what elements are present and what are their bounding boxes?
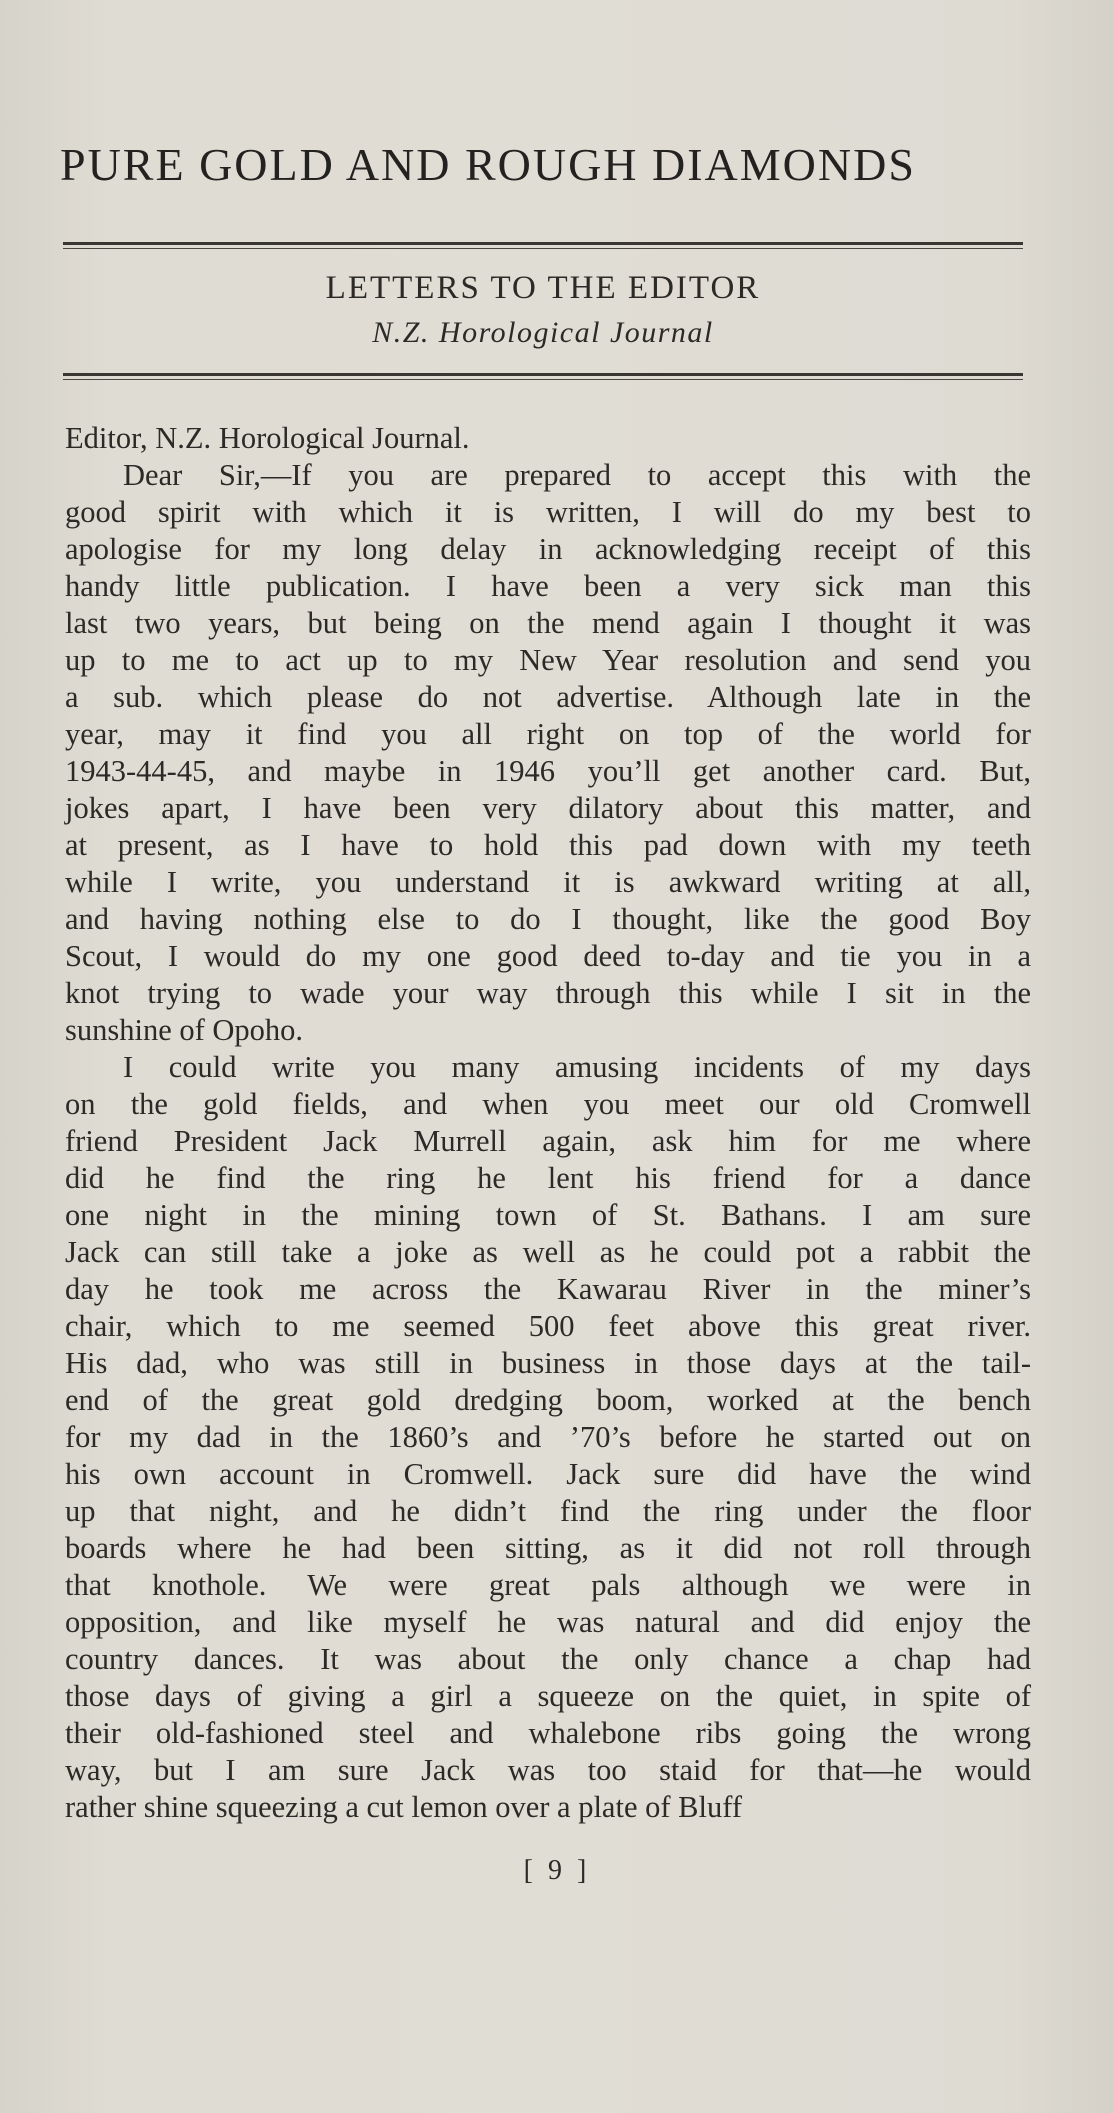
text-line: His dad, who was still in business in those days at the tail- xyxy=(65,1346,1031,1380)
text-line: one night in the mining town of St. Bathans. I am sure xyxy=(65,1198,1031,1232)
text-line: I could write you many amusing incidents of my days xyxy=(123,1050,1031,1084)
text-line: country dances. It was about the only chance a chap had xyxy=(65,1642,1031,1676)
text-line: knot trying to wade your way through this while I sit in the xyxy=(65,976,1031,1010)
text-line: sunshine of Opoho. xyxy=(65,1013,304,1047)
text-line: year, may it find you all right on top of the world for xyxy=(65,717,1031,751)
text-line: while I write, you understand it is awkward writing at all, xyxy=(65,865,1031,899)
paragraph-2 xyxy=(65,1049,1031,1826)
text-line: chair, which to me seemed 500 feet above this great river. xyxy=(65,1309,1031,1343)
text-line: day he took me across the Kawarau River in the miner’s xyxy=(65,1272,1031,1306)
text-line: those days of giving a girl a squeeze on the quiet, in spite of xyxy=(65,1679,1031,1713)
text-line: his own account in Cromwell. Jack sure did have the wind xyxy=(65,1457,1031,1491)
text-line: Scout, I would do my one good deed to-day and tie you in a xyxy=(65,939,1031,973)
text-line: Jack can still take a joke as well as he could pot a rabbit the xyxy=(65,1235,1031,1269)
text-line: jokes apart, I have been very dilatory about this matter, and xyxy=(65,791,1031,825)
text-line: up that night, and he didn’t find the ring under the floor xyxy=(65,1494,1031,1528)
text-line: on the gold fields, and when you meet our old Cromwell xyxy=(65,1087,1031,1121)
running-head: PURE GOLD AND ROUGH DIAMONDS xyxy=(60,139,916,190)
text-line: Dear Sir,—If you are prepared to accept this with the xyxy=(123,458,1031,492)
text-line: did he find the ring he lent his friend for a dance xyxy=(65,1161,1031,1195)
text-line: apologise for my long delay in acknowledging receipt of this xyxy=(65,532,1031,566)
text-line: for my dad in the 1860’s and ’70’s before he started out on xyxy=(65,1420,1031,1454)
text-line: at present, as I have to hold this pad down with my teeth xyxy=(65,828,1031,862)
text-line: that knothole. We were great pals although we were in xyxy=(65,1568,1031,1602)
text-line: up to me to act up to my New Year resolution and send you xyxy=(65,643,1031,677)
text-line: friend President Jack Murrell again, ask him for me where xyxy=(65,1124,1031,1158)
text-line: and having nothing else to do I thought, like the good Boy xyxy=(65,902,1031,936)
text-line: rather shine squeezing a cut lemon over a plate of Bluff xyxy=(65,1790,742,1824)
text-line: way, but I am sure Jack was too staid for that—he would xyxy=(65,1753,1031,1787)
paragraph-1 xyxy=(65,457,1031,1049)
text-line: last two years, but being on the mend again I thought it was xyxy=(65,606,1031,640)
page-number: [ 9 ] xyxy=(523,1855,591,1886)
header-rule-bottom-thin xyxy=(63,379,1023,380)
letter-body xyxy=(65,420,1031,1826)
section-subtitle: N.Z. Horological Journal xyxy=(372,316,714,349)
header-rule-bottom xyxy=(63,373,1023,376)
salutation: Editor, N.Z. Horological Journal. xyxy=(65,421,470,455)
text-line: good spirit with which it is written, I will do my best to xyxy=(65,495,1031,529)
header-rule-top xyxy=(63,242,1023,245)
text-line: opposition, and like myself he was natural and did enjoy the xyxy=(65,1605,1031,1639)
text-line: handy little publication. I have been a very sick man this xyxy=(65,569,1031,603)
text-line: their old-fashioned steel and whalebone ribs going the wrong xyxy=(65,1716,1031,1750)
text-line: boards where he had been sitting, as it did not roll through xyxy=(65,1531,1031,1565)
text-line: 1943-44-45, and maybe in 1946 you’ll get another card. But, xyxy=(65,754,1031,788)
text-line: end of the great gold dredging boom, worked at the bench xyxy=(65,1383,1031,1417)
header-rule-top-thin xyxy=(63,248,1023,249)
text-line: a sub. which please do not advertise. Although late in the xyxy=(65,680,1031,714)
section-title: LETTERS TO THE EDITOR xyxy=(325,270,761,306)
